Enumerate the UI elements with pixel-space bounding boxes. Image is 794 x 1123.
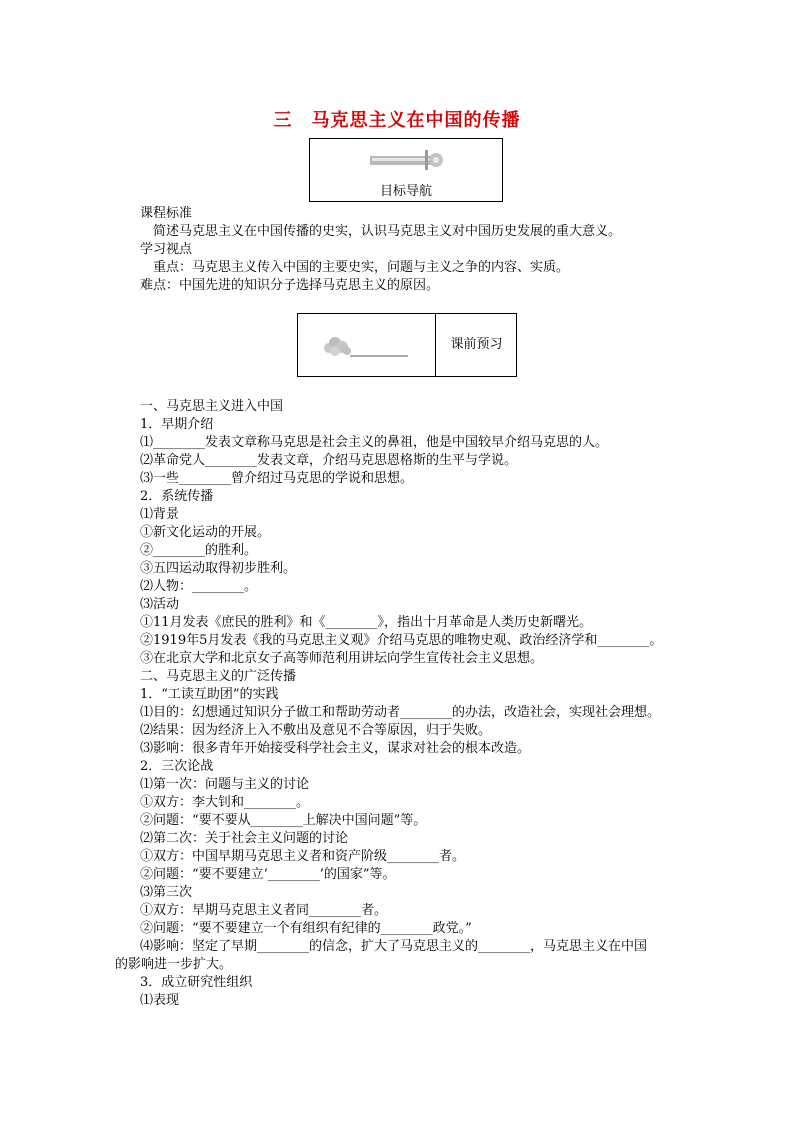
text-line: ⑵人物：________。 — [140, 579, 258, 594]
text-line: ②1919年5月发表《我的马克思主义观》介绍马克思的唯物史观、政治经济学和________。 — [140, 633, 663, 648]
text-line: ⑷影响：坚定了早期________的信念，扩大了马克思主义的________，马克思主义在中国 — [140, 939, 648, 954]
text-line: ⑴背景 — [140, 507, 180, 522]
text-line: ②问题：“要不要从________上解决中国问题”等。 — [140, 813, 427, 828]
preview-label: 课前预习 — [450, 337, 503, 352]
text-line: ③在北京大学和北京女子高等师范利用讲坛向学生宣传社会主义思想。 — [140, 651, 544, 666]
page-title: 三 马克思主义在中国的传播 — [273, 110, 521, 131]
section-heading: 一、马克思主义进入中国 — [140, 399, 284, 414]
text-line: ⑶第三次 — [140, 885, 193, 900]
subsection-heading: 2．三次论战 — [140, 759, 214, 774]
text-line: ⑴目的：幻想通过知识分子做工和帮助劳动者________的办法，改造社会，实现社会理想。 — [140, 705, 661, 720]
text-line: ②问题：“要不要建立一个有组织有纪律的________政党。” — [140, 921, 472, 936]
text-line: ③五四运动取得初步胜利。 — [140, 561, 297, 576]
text-line: 简述马克思主义在中国传播的史实，认识马克思主义对中国历史发展的重大意义。 — [140, 224, 622, 239]
text-line: ⑴表现 — [140, 993, 180, 1008]
text-line: ⑴第一次：问题与主义的讨论 — [140, 777, 310, 792]
text-line: ⑶活动 — [140, 597, 180, 612]
text-line: ⑵结果：因为经济上入不敷出及意见不合等原因，归于失败。 — [140, 723, 492, 738]
subsection-heading: 3．成立研究性组织 — [140, 975, 253, 990]
text-line: ①双方：李大钊和________。 — [140, 795, 310, 810]
cloud-icon — [298, 314, 435, 376]
text-line: ⑵第二次：关于社会主义问题的讨论 — [140, 831, 349, 846]
text-line: ⑶一些________曾介绍过马克思的学说和思想。 — [140, 471, 414, 486]
goal-navigation-box — [309, 138, 503, 202]
text-line: ⑵革命党人________发表文章，介绍马克思恩格斯的生平与学说。 — [140, 453, 518, 468]
text-line: 难点：中国先进的知识分子选择马克思主义的原因。 — [140, 278, 440, 293]
section-heading: 课程标准 — [140, 206, 193, 221]
text-line: ①11月发表《庶民的胜利》和《________》，指出十月革命是人类历史新曙光。 — [140, 615, 593, 630]
text-line: ②________的胜利。 — [140, 543, 258, 558]
text-line: ②问题：“要不要建立‘________’的国家”等。 — [140, 867, 396, 882]
text-line: ①双方：早期马克思主义者同________者。 — [140, 903, 388, 918]
goal-navigation-label: 目标导航 — [379, 184, 432, 199]
text-line: 重点：马克思主义传入中国的主要史实，问题与主义之争的内容、实质。 — [140, 260, 570, 275]
text-line: ⑶影响：很多青年开始接受科学社会主义，谋求对社会的根本改造。 — [140, 741, 531, 756]
subsection-heading: 1．“工读互助团”的实践 — [140, 687, 279, 702]
text-line: ⑴________发表文章称马克思是社会主义的鼻祖，他是中国较早介绍马克思的人。 — [140, 435, 609, 450]
section-heading: 学习视点 — [140, 242, 193, 257]
section-heading: 二、马克思主义的广泛传播 — [140, 669, 297, 684]
text-line: 的影响进一步扩大。 — [115, 957, 233, 972]
text-line: ①双方：中国早期马克思主义者和资产阶级________者。 — [140, 849, 466, 864]
subsection-heading: 2．系统传播 — [140, 489, 214, 504]
subsection-heading: 1．早期介绍 — [140, 417, 214, 432]
text-line: ①新文化运动的开展。 — [140, 525, 271, 540]
preview-box — [297, 313, 517, 377]
